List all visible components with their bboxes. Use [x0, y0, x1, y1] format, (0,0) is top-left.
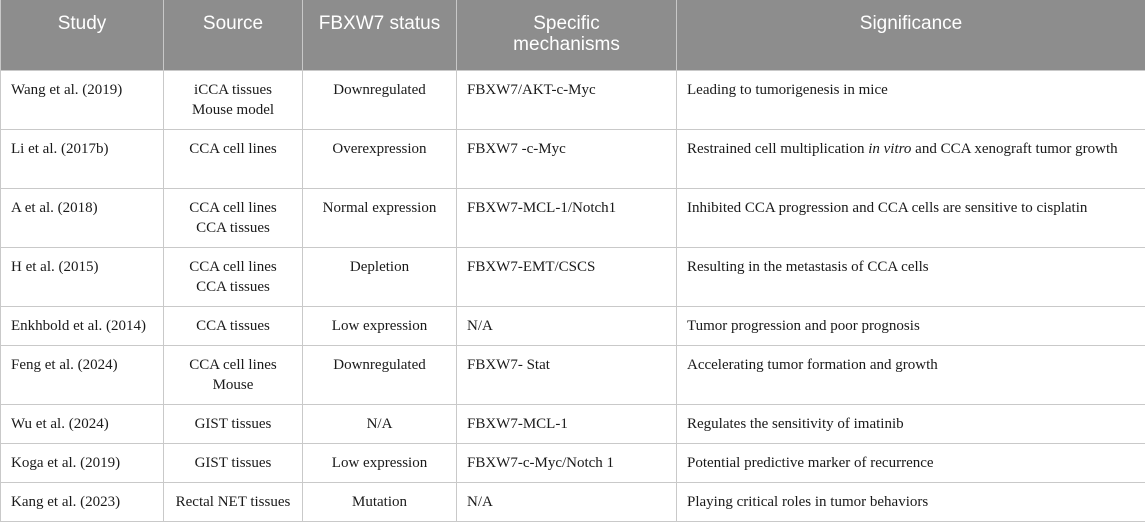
header-significance: Significance [677, 0, 1145, 70]
source-line: iCCA tissues [174, 80, 292, 100]
mechanism-cell: FBXW7-MCL-1/Notch1 [457, 188, 677, 247]
source-cell [164, 345, 303, 404]
table-row [1, 70, 1145, 129]
table-row [1, 306, 1145, 345]
significance-text: Restrained cell multiplication [687, 141, 868, 157]
source-cell [164, 482, 303, 521]
header-mechanism: Specific mechanisms [457, 0, 677, 70]
source-line: CCA cell lines [174, 198, 292, 218]
study-cell: Enkhbold et al. (2014) [1, 306, 164, 345]
significance-cell: Resulting in the metastasis of CCA cells [677, 247, 1145, 306]
table-row [1, 129, 1145, 188]
source-line: GIST tissues [174, 414, 292, 434]
study-cell: A et al. (2018) [1, 188, 164, 247]
significance-cell [677, 129, 1145, 188]
status-cell: Downregulated [303, 70, 457, 129]
source-line: GIST tissues [174, 453, 292, 473]
source-cell [164, 404, 303, 443]
mechanism-cell: FBXW7-EMT/CSCS [457, 247, 677, 306]
study-cell: Kang et al. (2023) [1, 482, 164, 521]
mechanism-cell: FBXW7- Stat [457, 345, 677, 404]
study-cell: H et al. (2015) [1, 247, 164, 306]
source-cell [164, 443, 303, 482]
status-cell: N/A [303, 404, 457, 443]
status-cell: Normal expression [303, 188, 457, 247]
source-cell [164, 247, 303, 306]
status-cell: Overexpression [303, 129, 457, 188]
source-cell [164, 70, 303, 129]
source-line: CCA tissues [174, 218, 292, 238]
source-cell [164, 188, 303, 247]
source-line: CCA cell lines [174, 139, 292, 159]
table-row [1, 188, 1145, 247]
mechanism-cell: N/A [457, 482, 677, 521]
header-row [1, 0, 1145, 70]
study-cell: Wang et al. (2019) [1, 70, 164, 129]
table-row [1, 443, 1145, 482]
significance-cell: Leading to tumorigenesis in mice [677, 70, 1145, 129]
source-cell [164, 306, 303, 345]
header-study: Study [1, 0, 164, 70]
source-line: CCA tissues [174, 277, 292, 297]
source-line: Rectal NET tissues [174, 492, 292, 512]
source-line: CCA tissues [174, 316, 292, 336]
significance-cell: Accelerating tumor formation and growth [677, 345, 1145, 404]
status-cell: Low expression [303, 306, 457, 345]
source-line: Mouse [174, 375, 292, 395]
significance-text: and CCA xenograft tumor growth [911, 141, 1117, 157]
study-cell: Feng et al. (2024) [1, 345, 164, 404]
mechanism-cell: FBXW7/AKT-c-Myc [457, 70, 677, 129]
mechanism-cell: N/A [457, 306, 677, 345]
source-cell [164, 129, 303, 188]
significance-cell: Playing critical roles in tumor behaviors [677, 482, 1145, 521]
study-cell: Koga et al. (2019) [1, 443, 164, 482]
status-cell: Mutation [303, 482, 457, 521]
status-cell: Depletion [303, 247, 457, 306]
table-row [1, 345, 1145, 404]
mechanism-cell: FBXW7-MCL-1 [457, 404, 677, 443]
mechanism-cell: FBXW7 -c-Myc [457, 129, 677, 188]
table-row [1, 404, 1145, 443]
source-line: CCA cell lines [174, 257, 292, 277]
table-row [1, 247, 1145, 306]
header-status: FBXW7 status [303, 0, 457, 70]
mechanism-cell: FBXW7-c-Myc/Notch 1 [457, 443, 677, 482]
significance-cell: Tumor progression and poor prognosis [677, 306, 1145, 345]
status-cell: Downregulated [303, 345, 457, 404]
study-cell: Wu et al. (2024) [1, 404, 164, 443]
significance-cell: Regulates the sensitivity of imatinib [677, 404, 1145, 443]
significance-cell: Inhibited CCA progression and CCA cells are sensitive to cisplatin [677, 188, 1145, 247]
significance-italic: in vitro [868, 141, 911, 157]
header-source: Source [164, 0, 303, 70]
table-row [1, 482, 1145, 521]
source-line: CCA cell lines [174, 355, 292, 375]
source-line: Mouse model [174, 100, 292, 120]
significance-cell: Potential predictive marker of recurrence [677, 443, 1145, 482]
study-cell: Li et al. (2017b) [1, 129, 164, 188]
status-cell: Low expression [303, 443, 457, 482]
